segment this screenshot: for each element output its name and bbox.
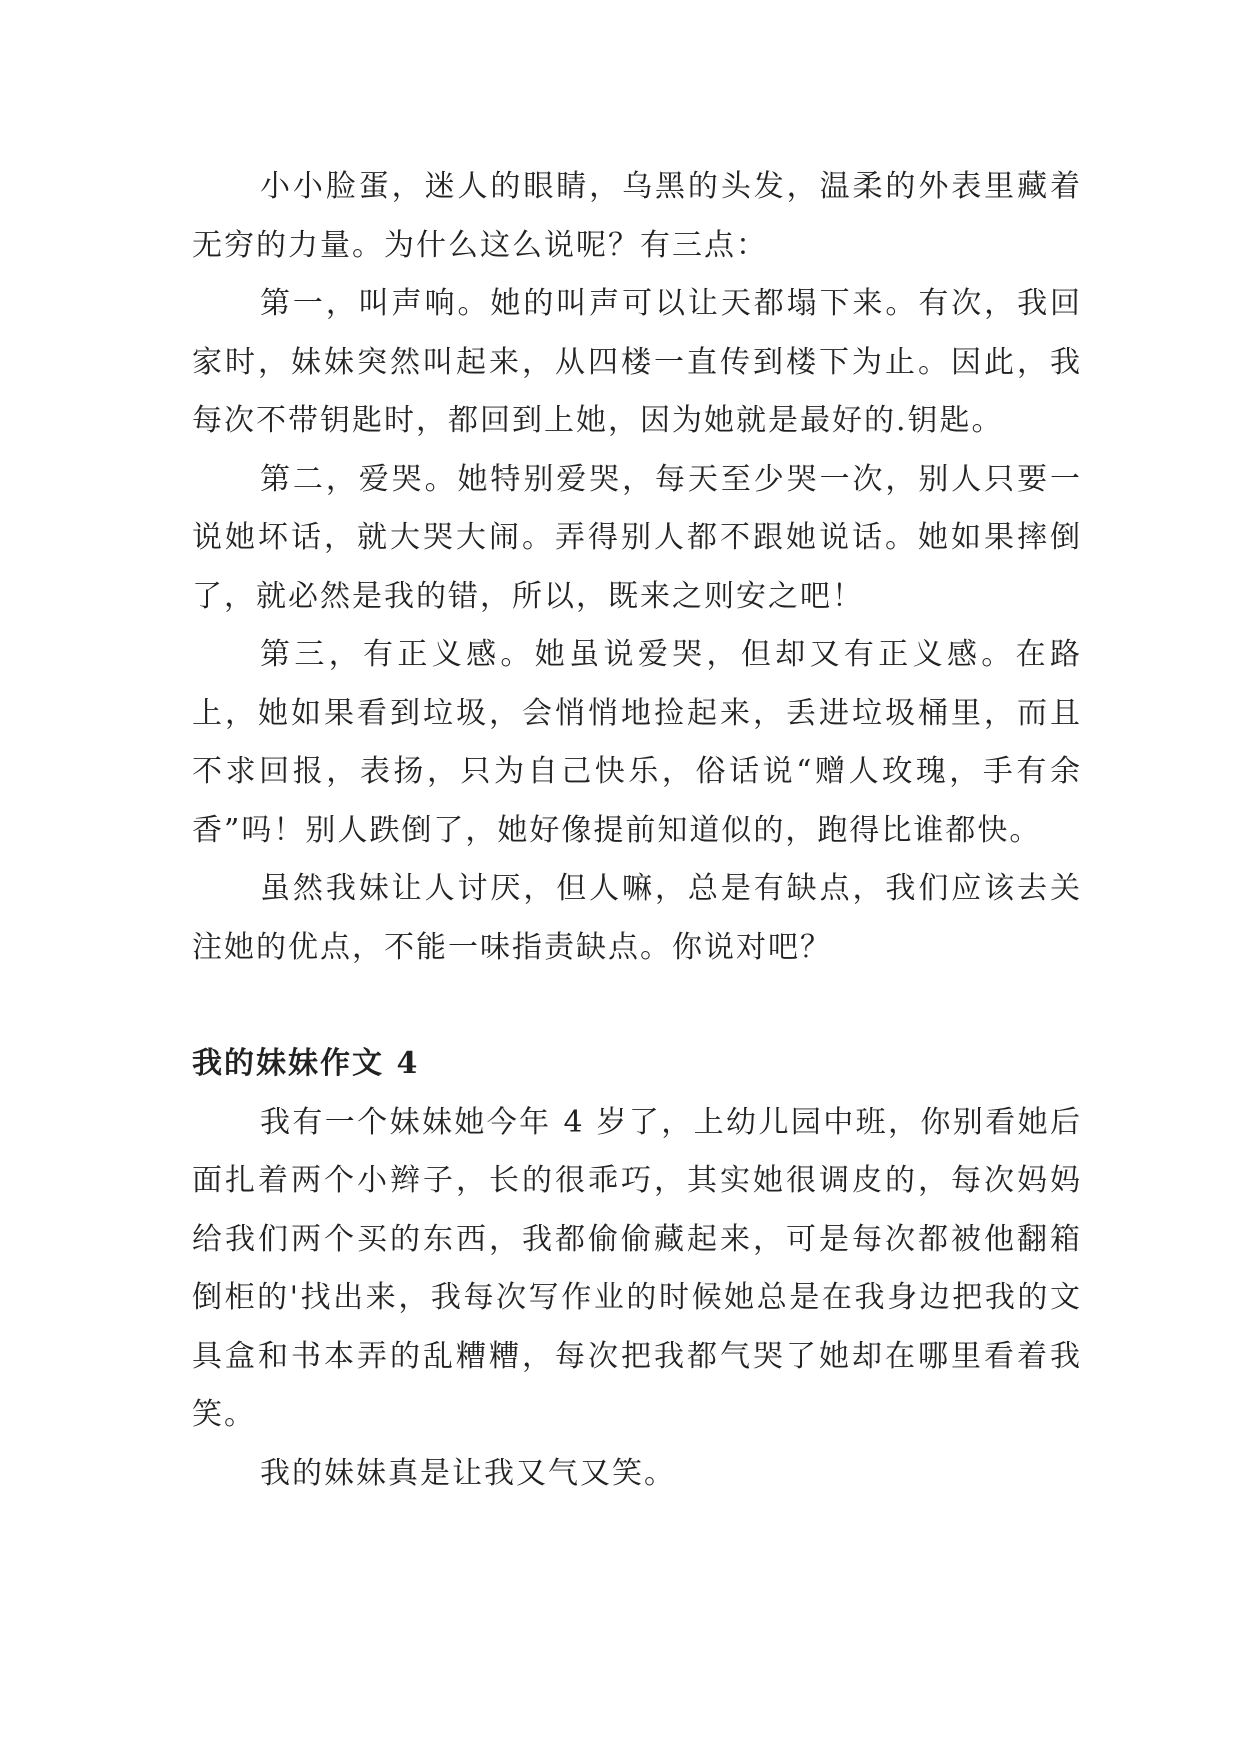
section-title: 我的妹妹作文 4	[192, 1046, 420, 1081]
document-page	[192, 158, 1082, 1503]
paragraph-conclusion: 虽然我妹让人讨厌，但人嘛，总是有缺点，我们应该去关注她的优点，不能一味指责缺点。你说对吧？	[192, 871, 1082, 965]
paragraph-point-three: 第三，有正义感。她虽说爱哭，但却又有正义感。在路上，她如果看到垃圾，会悄悄地捡起来，丢进垃圾桶里，而且不求回报，表扬，只为自己快乐，俗话说“赠人玫瑰，手有余香”吗！别人跌倒了，她好像提前知道似的，跑得比谁都快。	[192, 637, 1082, 848]
paragraph-essay4-ending: 我的妹妹真是让我又气又笑。	[260, 1455, 676, 1491]
paragraph-point-one: 第一，叫声响。她的叫声可以让天都塌下来。有次，我回家时，妹妹突然叫起来，从四楼一直传到楼下为止。因此，我每次不带钥匙时，都回到上她，因为她就是最好的.钥匙。	[192, 286, 1082, 438]
paragraph-point-two: 第二，爱哭。她特别爱哭，每天至少哭一次，别人只要一说她坏话，就大哭大闹。弄得别人都不跟她说话。她如果摔倒了，就必然是我的错，所以，既来之则安之吧！	[192, 461, 1082, 614]
paragraph-essay4-body: 我有一个妹妹她今年 4 岁了，上幼儿园中班，你别看她后面扎着两个小辫子，长的很乖巧，其实她很调皮的，每次妈妈给我们两个买的东西，我都偷偷藏起来，可是每次都被他翻箱倒柜的'找出来，我每次写作业的时候她总是在我身边把我的文具盒和书本弄的乱糟糟，每次把我都气哭了她却在哪里看着我笑。	[192, 1104, 1082, 1432]
paragraph-intro: 小小脸蛋，迷人的眼睛，乌黑的头发，温柔的外表里藏着无穷的力量。为什么这么说呢？有三点：	[192, 169, 1082, 263]
